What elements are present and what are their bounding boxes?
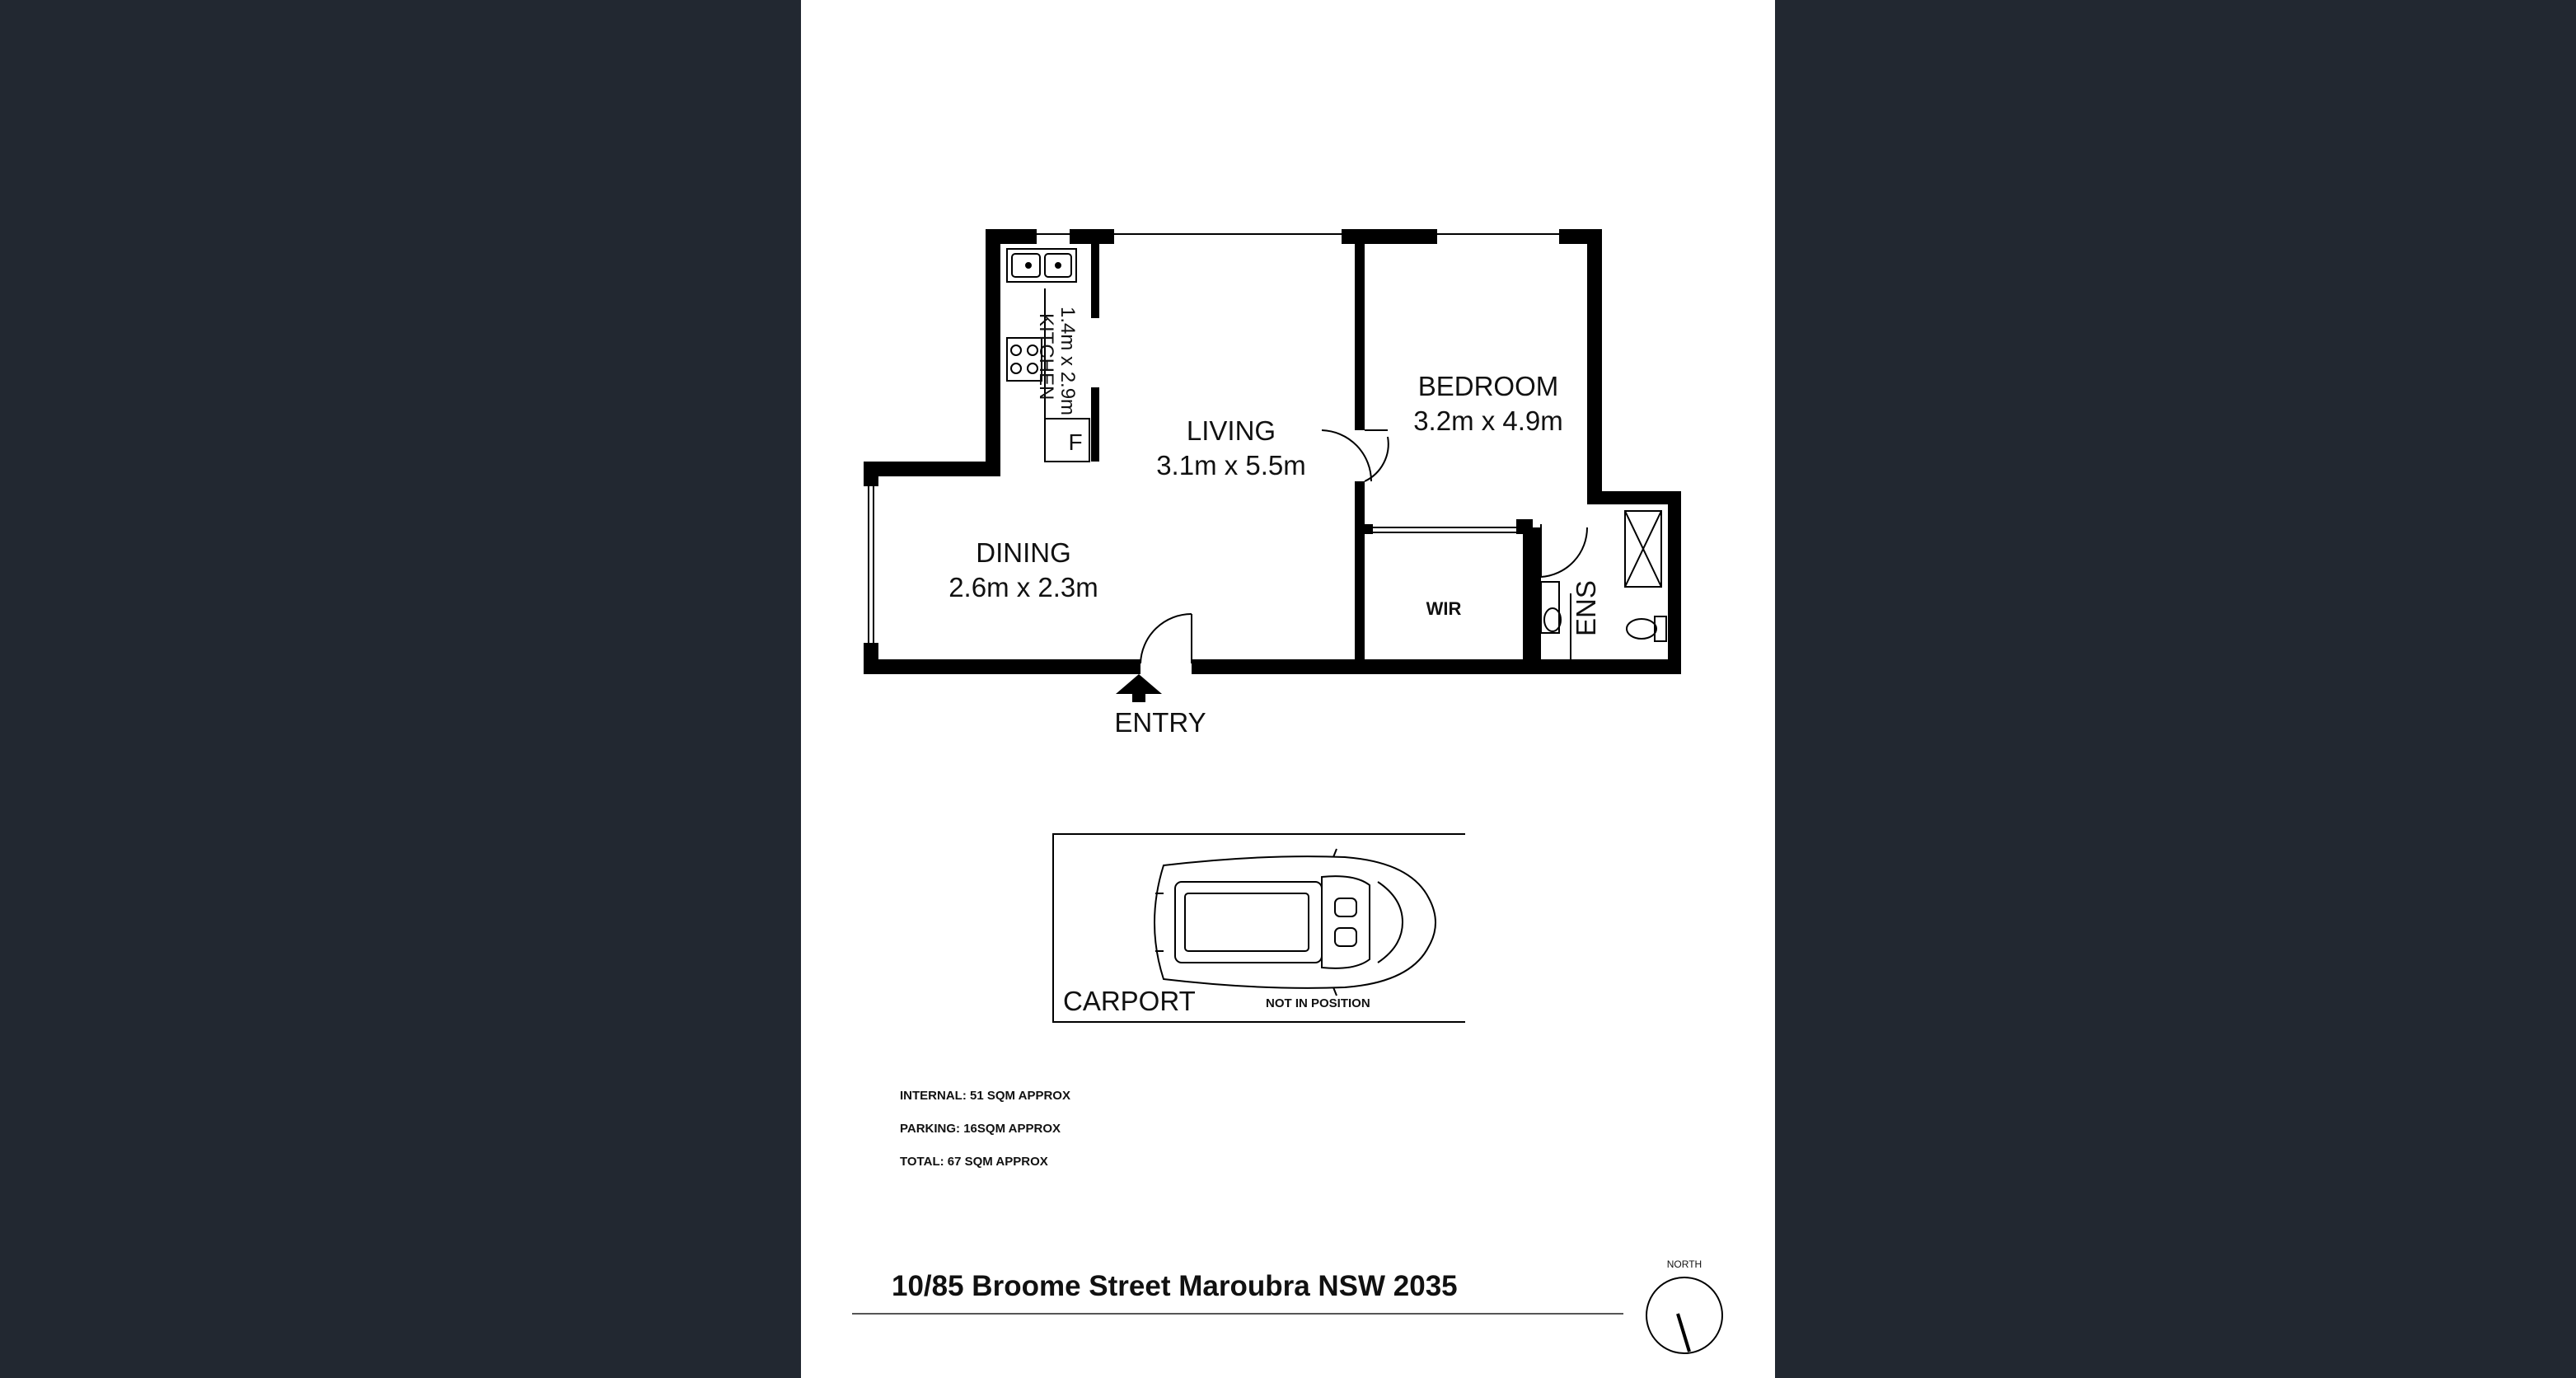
internal-area: INTERNAL: 51 SQM APPROX xyxy=(900,1089,1070,1103)
entry-arrow-icon xyxy=(1116,674,1162,694)
compass-icon xyxy=(1646,1258,1722,1353)
fridge-label: F xyxy=(1068,429,1083,455)
living-room-size: 3.1m x 5.5m xyxy=(1156,450,1306,480)
sink-icon xyxy=(1007,249,1076,282)
dining-room-size: 2.6m x 2.3m xyxy=(948,572,1098,602)
shower-icon xyxy=(1625,511,1661,587)
total-area: TOTAL: 67 SQM APPROX xyxy=(900,1155,1048,1169)
svg-text:1.4m x 2.9m: 1.4m x 2.9m xyxy=(1056,307,1079,416)
kitchen-label xyxy=(1035,307,1079,415)
living-room-name: LIVING xyxy=(1186,415,1276,446)
carport xyxy=(1053,834,1465,1022)
bedroom-size: 3.2m x 4.9m xyxy=(1413,405,1563,436)
carport-label: CARPORT xyxy=(1063,986,1196,1016)
car-icon xyxy=(1155,849,1436,996)
carport-note: NOT IN POSITION xyxy=(1266,996,1370,1010)
dining-room-name: DINING xyxy=(976,537,1071,568)
entry-arrow-stem xyxy=(1132,692,1145,702)
toilet-icon xyxy=(1627,616,1666,641)
ensuite-label: ENS xyxy=(1571,580,1601,636)
floor-plan xyxy=(801,0,1775,1378)
vanity-icon xyxy=(1541,582,1561,633)
entry-label: ENTRY xyxy=(1114,707,1206,738)
compass-north-label: NORTH xyxy=(1666,1258,1703,1270)
address: 10/85 Broome Street Maroubra NSW 2035 xyxy=(892,1270,1458,1302)
svg-text:KITCHEN: KITCHEN xyxy=(1035,313,1057,401)
floor-plan-sheet xyxy=(801,0,1775,1378)
wir-label: WIR xyxy=(1426,598,1462,619)
bedroom-name: BEDROOM xyxy=(1417,371,1559,401)
parking-area: PARKING: 16SQM APPROX xyxy=(900,1122,1061,1136)
